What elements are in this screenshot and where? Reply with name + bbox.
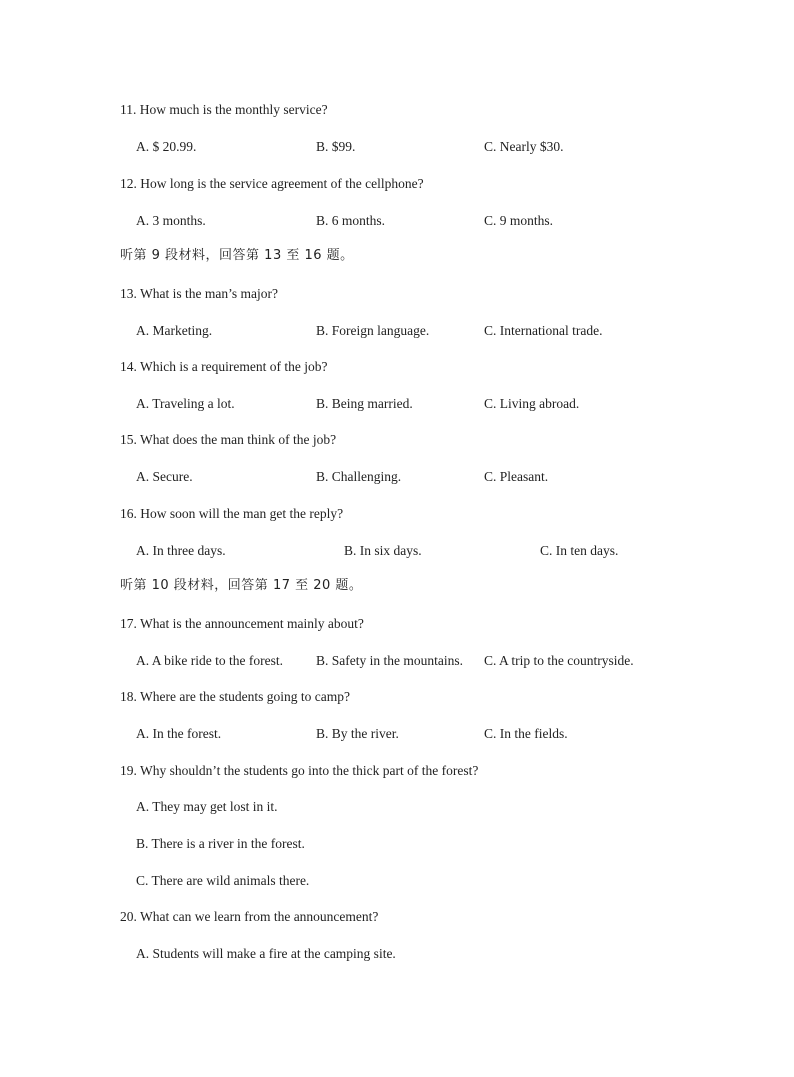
section-heading-9: 听第 9 段材料，回答第 13 至 16 题。 [120, 248, 354, 263]
option-20-a: A. Students will make a fire at the camping site. [136, 946, 396, 961]
question-number: 13. [120, 286, 137, 301]
option-17-a: A. A bike ride to the forest. [136, 653, 283, 668]
question-19 [120, 764, 478, 778]
option-18-b: B. By the river. [316, 726, 399, 741]
question-text: Where are the students going to camp? [140, 689, 350, 704]
option-15-a: A. Secure. [136, 469, 193, 484]
question-number: 12. [120, 176, 137, 191]
option-15-b: B. Challenging. [316, 469, 402, 484]
option-11-b: B. $99. [316, 139, 356, 154]
question-number: 19. [120, 763, 137, 778]
option-13-b: B. Foreign language. [316, 323, 430, 338]
question-text: What is the man’s major? [140, 286, 278, 301]
option-14-b: B. Being married. [316, 396, 413, 411]
question-text: How soon will the man get the reply? [140, 506, 344, 521]
question-number: 16. [120, 506, 137, 521]
question-20 [120, 910, 378, 924]
question-13 [120, 287, 278, 301]
question-number: 14. [120, 359, 137, 374]
option-12-a: A. 3 months. [136, 213, 206, 228]
question-number: 17. [120, 616, 137, 631]
option-12-c: C. 9 months. [484, 213, 554, 228]
option-11-c: C. Nearly $30. [484, 139, 564, 154]
question-15 [120, 433, 336, 447]
option-14-a: A. Traveling a lot. [136, 396, 235, 411]
option-19-a: A. They may get lost in it. [136, 799, 278, 814]
question-16 [120, 507, 343, 521]
question-number: 18. [120, 689, 137, 704]
option-17-b: B. Safety in the mountains. [316, 653, 463, 668]
option-11-a: A. $ 20.99. [136, 139, 197, 154]
question-18 [120, 690, 350, 704]
question-17 [120, 617, 364, 631]
section-heading-10: 听第 10 段材料，回答第 17 至 20 题。 [120, 578, 363, 593]
option-18-a: A. In the forest. [136, 726, 222, 741]
question-text: What can we learn from the announcement? [140, 909, 379, 924]
option-16-a: A. In three days. [136, 543, 226, 558]
option-13-c: C. International trade. [484, 323, 603, 338]
option-19-b: B. There is a river in the forest. [136, 836, 305, 851]
question-text: What does the man think of the job? [140, 432, 337, 447]
option-15-c: C. Pleasant. [484, 469, 549, 484]
question-number: 11. [120, 102, 137, 117]
question-14 [120, 360, 327, 374]
question-text: Which is a requirement of the job? [140, 359, 328, 374]
question-number: 20. [120, 909, 137, 924]
option-12-b: B. 6 months. [316, 213, 386, 228]
question-text: How much is the monthly service? [139, 102, 328, 117]
question-number: 15. [120, 432, 137, 447]
question-11 [120, 103, 328, 117]
option-14-c: C. Living abroad. [484, 396, 580, 411]
question-text: Why shouldn’t the students go into the thick part of the forest? [140, 763, 479, 778]
option-19-c: C. There are wild animals there. [136, 873, 310, 888]
option-18-c: C. In the fields. [484, 726, 568, 741]
question-text: What is the announcement mainly about? [140, 616, 364, 631]
option-16-c: C. In ten days. [540, 543, 619, 558]
question-text: How long is the service agreement of the cellphone? [140, 176, 424, 191]
option-13-a: A. Marketing. [136, 323, 213, 338]
option-16-b: B. In six days. [344, 543, 422, 558]
option-17-c: C. A trip to the countryside. [484, 653, 634, 668]
question-12 [120, 177, 424, 191]
